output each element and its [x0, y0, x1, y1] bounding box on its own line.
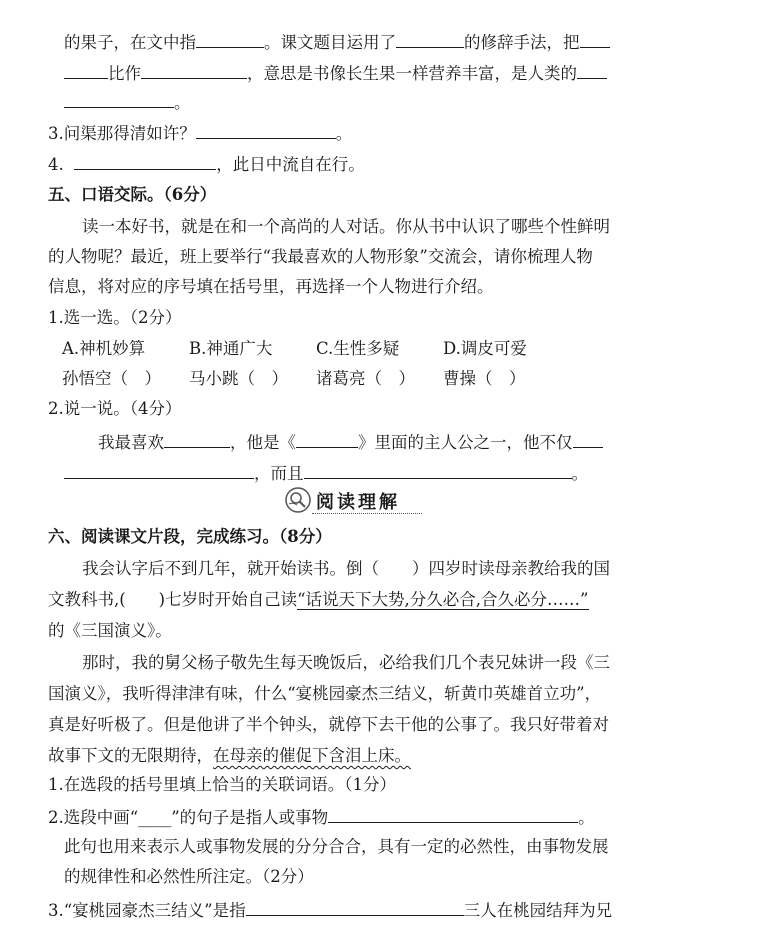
- paragraph-line: 真是好听极了。但是他讲了半个钟头，就停下去干他的公事了。我只好带着对: [48, 715, 609, 734]
- text: 文教科书,( )七岁时开始自己读: [48, 590, 298, 609]
- option-c: C.生性多疑: [316, 339, 400, 358]
- sub-question-1: 1.在选段的括号里填上恰当的关联词语。（1分）: [48, 775, 396, 794]
- underline-sample: ____: [138, 808, 172, 827]
- banner-underline: [312, 513, 422, 514]
- paragraph-line: 的《三国演义》。: [48, 621, 172, 640]
- option-b: B.神通广大: [189, 339, 273, 358]
- text: 》里面的主人公之一，他不仅: [358, 433, 573, 452]
- options-row: [62, 338, 527, 360]
- question-num: 4.: [48, 155, 64, 174]
- text: 三人在桃园结拜为兄: [463, 901, 613, 920]
- text: 的修辞手法，把: [464, 33, 580, 52]
- text: 故事下文的无限期待，: [48, 746, 213, 765]
- answer-blank[interactable]: [74, 152, 216, 170]
- section-6-title: 六、阅读课文片段，完成练习。（8分）: [48, 527, 332, 546]
- reading-section-banner: [284, 486, 424, 516]
- answer-blank[interactable]: [246, 898, 464, 916]
- wavy-underlined-sentence: 在母亲的催促下含泪上床。: [213, 746, 411, 765]
- answer-blank[interactable]: [196, 121, 336, 139]
- text: 我最喜欢: [98, 433, 164, 452]
- question-text: ，此日中流自在行。: [216, 155, 365, 174]
- question-4: [48, 152, 365, 176]
- answer-blank[interactable]: [296, 430, 358, 448]
- text: 2.选段中画“: [48, 808, 139, 827]
- paragraph-line: [48, 589, 589, 611]
- answer-blank[interactable]: [304, 461, 572, 479]
- fill-line-1: [64, 30, 610, 54]
- banner-title: 阅读理解: [316, 492, 400, 513]
- answer-blank[interactable]: [196, 30, 264, 48]
- character-item[interactable]: 孙悟空（ ）: [62, 369, 161, 388]
- text: 的果子，在文中指: [64, 33, 196, 52]
- characters-row: [62, 368, 526, 390]
- fill-line-2: [64, 61, 607, 85]
- character-item[interactable]: 曹操（ ）: [443, 369, 526, 388]
- underlined-quote: “话说天下大势,分久必合,合久必分……”: [297, 590, 589, 609]
- paragraph-line: [48, 745, 411, 767]
- answer-blank[interactable]: [577, 61, 607, 79]
- text: 。: [578, 808, 595, 827]
- book-magnifier-icon: [284, 486, 312, 514]
- text: 3.“宴桃园豪杰三结义”是指: [48, 901, 246, 920]
- section-5-title: 五、口语交际。（6分）: [48, 185, 217, 204]
- character-item[interactable]: 马小跳（ ）: [189, 369, 288, 388]
- character-item[interactable]: 诸葛亮（ ）: [316, 369, 415, 388]
- paragraph-line: 我会认字后不到几年，就开始读书。倒（ ）四岁时读母亲教给我的国: [82, 559, 610, 578]
- paragraph-line: 的人物呢？最近，班上要举行“我最喜欢的人物形象”交流会，请你梳理人物: [48, 247, 593, 266]
- answer-blank[interactable]: [64, 90, 174, 108]
- text: 。: [335, 124, 353, 143]
- sub-question-2: [48, 805, 595, 829]
- answer-blank[interactable]: [580, 30, 610, 48]
- sub-question-2: 2.说一说。（4分）: [48, 399, 182, 418]
- text: 。课文题目运用了: [264, 33, 396, 52]
- answer-blank[interactable]: [573, 430, 603, 448]
- question-3: [48, 121, 352, 145]
- paragraph-line: 读一本好书，就是在和一个高尚的人对话。你从书中认识了哪些个性鲜明: [82, 217, 610, 236]
- answer-blank[interactable]: [328, 805, 578, 823]
- paragraph-line: 信息，将对应的序号填在括号里，再选择一个人物进行介绍。: [48, 277, 494, 296]
- paragraph-line: 国演义》，我听得津津有味，什么“宴桃园豪杰三结义，斩黄巾英雄首立功”，: [48, 684, 602, 703]
- question-text: 3.问渠那得清如许？: [48, 124, 196, 143]
- text: ，他是《: [230, 433, 296, 452]
- say-line-1: [98, 430, 603, 454]
- option-a: A.神机妙算: [62, 339, 146, 358]
- text: 。: [174, 93, 191, 112]
- answer-blank[interactable]: [396, 30, 464, 48]
- text: 比作: [108, 64, 141, 83]
- paragraph-line: 的规律性和必然性所注定。（2分）: [64, 867, 314, 886]
- fill-line-3: [64, 90, 191, 114]
- sub-question-3: [48, 898, 612, 922]
- text: ，而且: [254, 464, 304, 483]
- option-d: D.调皮可爱: [443, 339, 527, 358]
- text: ，意思是书像长生果一样营养丰富，是人类的: [247, 64, 577, 83]
- answer-blank[interactable]: [64, 461, 254, 479]
- sub-question-1: 1.选一选。（2分）: [48, 308, 182, 327]
- text: 。: [571, 464, 588, 483]
- answer-blank[interactable]: [64, 61, 108, 79]
- answer-blank[interactable]: [141, 61, 247, 79]
- text: ”的句子是指人或事物: [171, 808, 329, 827]
- paragraph-line: 此句也用来表示人或事物发展的分分合合，具有一定的必然性，由事物发展: [64, 837, 609, 856]
- answer-blank[interactable]: [164, 430, 230, 448]
- say-line-2: [64, 461, 588, 485]
- paragraph-line: 那时，我的舅父杨子敬先生每天晚饭后，必给我们几个表兄妹讲一段《三: [82, 653, 610, 672]
